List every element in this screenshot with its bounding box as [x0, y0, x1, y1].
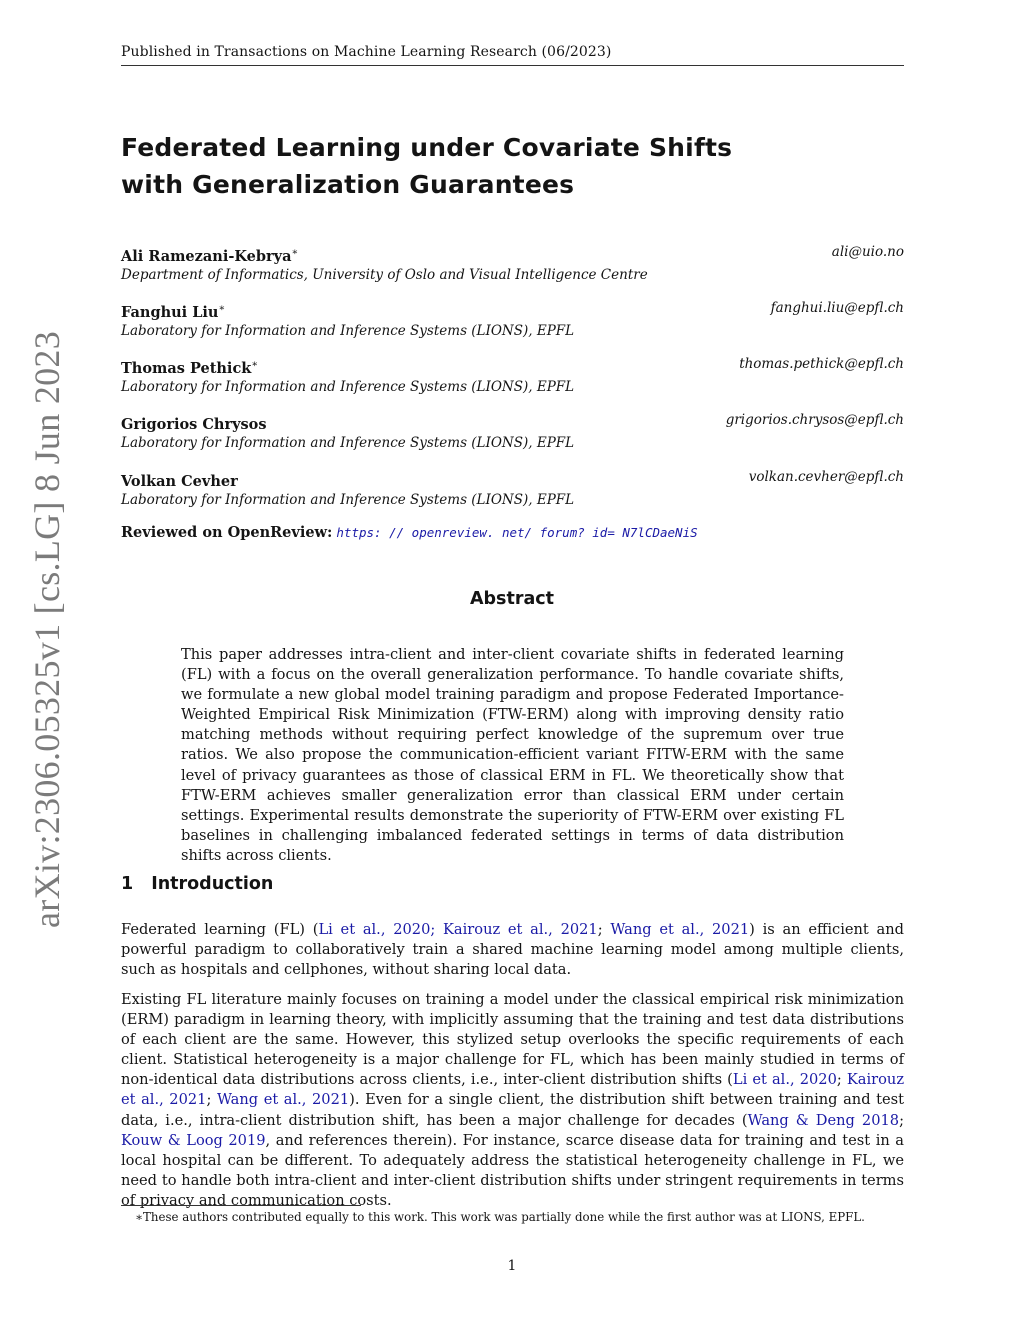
author-name-text: Grigorios Chrysos [121, 415, 267, 433]
equal-contribution-mark: ∗ [291, 247, 299, 258]
citation-link[interactable]: Li et al., 2020 [732, 1071, 837, 1089]
intro-paragraph-1 [121, 920, 904, 980]
title-line-1: Federated Learning under Covariate Shifts [121, 133, 733, 162]
author-block [121, 355, 904, 397]
abstract-heading: Abstract [469, 589, 555, 609]
section-heading [121, 874, 273, 894]
author-email[interactable]: grigorios.chrysos@epfl.ch [725, 412, 904, 428]
author-name [121, 243, 904, 266]
author-block [121, 299, 904, 341]
citation-link[interactable]: Wang et al., 2021 [610, 921, 750, 938]
author-name-text: Fanghui Liu [121, 303, 219, 321]
equal-contribution-mark: ∗ [251, 359, 259, 370]
citation-link[interactable]: Wang & Deng 2018 [747, 1111, 900, 1129]
author-block [121, 243, 904, 285]
citation-link[interactable]: Li et al., 2020; Kairouz et al., 2021 [318, 921, 598, 938]
header-rule [121, 65, 904, 66]
title-line-2: with Generalization Guarantees [121, 170, 575, 199]
author-name-text: Ali Ramezani-Kebrya [121, 247, 292, 265]
author-affiliation: Laboratory for Information and Inference Systems (LIONS), EPFL [121, 378, 575, 395]
author-name-text: Thomas Pethick [121, 359, 252, 377]
footnote: ∗These authors contributed equally to this work. This work was partially done while the first author was at LIONS, EPFL. [135, 1210, 865, 1224]
text-run: ; [899, 1111, 904, 1129]
intro-paragraph-2 [121, 990, 904, 1211]
author-email[interactable]: volkan.cevher@epfl.ch [748, 469, 904, 485]
text-run: ; [206, 1091, 217, 1109]
equal-contribution-mark: ∗ [218, 303, 226, 314]
section-title: Introduction [151, 874, 274, 894]
text-run: Existing FL literature mainly focuses on training a model under the classical empirical risk minimization (ERM) paradigm in learning theory, with implicitly assuming that the training and test data distributions of each client are the same. However, this stylized setup overlooks the specific requirements of each client. Statistical heterogeneity is a major challenge for FL, which has been mainly studied in terms of non-identical data distributions across clients, i.e., inter-client distribution shifts ( [121, 991, 904, 1089]
author-block [121, 411, 904, 453]
text-run: ; [597, 921, 611, 938]
paper-title [121, 129, 732, 203]
running-head: Published in Transactions on Machine Learning Research (06/2023) [121, 44, 612, 60]
author-email[interactable]: fanghui.liu@epfl.ch [770, 300, 904, 316]
author-affiliation: Laboratory for Information and Inference Systems (LIONS), EPFL [121, 491, 575, 508]
author-affiliation: Laboratory for Information and Inference Systems (LIONS), EPFL [121, 322, 575, 339]
citation-link[interactable]: Kouw & Loog 2019 [121, 1131, 266, 1149]
citation-link[interactable]: Wang et al., 2021 [216, 1091, 350, 1109]
author-block [121, 468, 904, 510]
text-run: , and references therein). For instance, scarce disease data for training and test in a local hospital can be different. To adequately address the statistical heterogeneity challenge in FL, we need to handle both intra-client and inter-client distribution shifts under stringent requirements in terms of privacy and communication costs. [121, 1131, 904, 1209]
reviewed-line [121, 524, 698, 541]
text-run: ; [836, 1071, 847, 1089]
footnote-rule [121, 1205, 361, 1206]
text-run: ). Even for a single client, the distribution shift between training and test data, i.e., intra-client distribution shift, has been a major challenge for decades ( [121, 1091, 904, 1129]
arxiv-stamp: arXiv:2306.05325v1 [cs.LG] 8 Jun 2023 [27, 330, 67, 928]
page-number: 1 [507, 1258, 517, 1274]
abstract-text: This paper addresses intra-client and inter-client covariate shifts in federated learning (FL) with a focus on the overall generalization performance. To handle covariate shifts, we formulate a new global model training paradigm and propose Federated Importance-Weighted Empirical Risk Minimization (FTW-ERM) along with improving density ratio matching methods without requiring perfect knowledge of the supremum over true ratios. We also propose the communication-efficient variant FITW-ERM with the same level of privacy guarantees as those of classical ERM in FL. We theoretically show that FTW-ERM achieves smaller generalization error than classical ERM under certain settings. Experimental results demonstrate the superiority of FTW-ERM over existing FL baselines in challenging imbalanced federated settings in terms of data distribution shifts across clients. [181, 646, 844, 864]
text-run: Federated learning (FL) ( [121, 921, 319, 938]
author-email[interactable]: thomas.pethick@epfl.ch [739, 356, 904, 372]
author-email[interactable]: ali@uio.no [831, 244, 904, 260]
citation-link[interactable]: Kairouz et al., 2021 [121, 1071, 905, 1109]
section-number: 1 [121, 874, 134, 894]
text-run: ) is an efficient and powerful paradigm to collaboratively train a shared machine learning model among multiple clients, such as hospitals and cellphones, without sharing local data. [121, 921, 904, 979]
author-affiliation: Department of Informatics, University of Oslo and Visual Intelligence Centre [121, 266, 648, 283]
reviewed-label: Reviewed on OpenReview: [121, 524, 333, 541]
openreview-link[interactable]: https: // openreview. net/ forum? id= N7lCDaeNiS [336, 525, 698, 540]
author-name-text: Volkan Cevher [121, 472, 238, 490]
author-affiliation: Laboratory for Information and Inference Systems (LIONS), EPFL [121, 434, 575, 451]
